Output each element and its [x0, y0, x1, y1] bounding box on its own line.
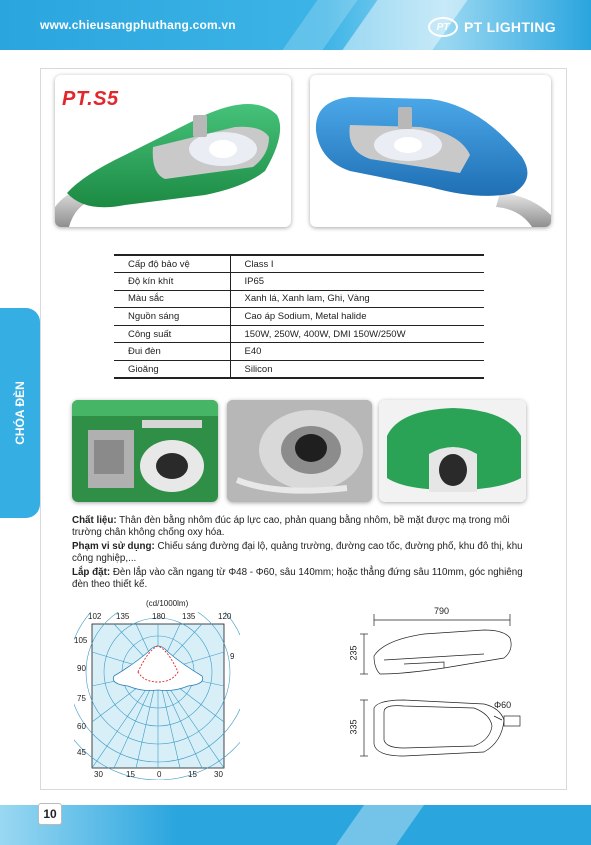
spec-label: Cấp độ bảo vệ	[114, 255, 230, 273]
table-row	[114, 343, 484, 361]
dim-length-label: 790	[434, 606, 450, 616]
polar-tick-top: 180	[152, 612, 166, 621]
website-url[interactable]: www.chieusangphuthang.com.vn	[40, 18, 236, 32]
polar-tick-top: 120	[218, 612, 232, 621]
spec-label: Đui đèn	[114, 343, 230, 361]
spec-value: Silicon	[230, 361, 484, 379]
spec-value: Cao áp Sodium, Metal halide	[230, 308, 484, 326]
spec-label: Gioăng	[114, 361, 230, 379]
install-label: Lắp đặt:	[72, 567, 111, 578]
polar-tick-top: 135	[116, 612, 130, 621]
spec-value: 150W, 250W, 400W, DMI 150W/250W	[230, 325, 484, 343]
scope-text: Chiếu sáng đường đại lộ, quảng trường, đường cao tốc, đường phố, khu đô thị, khu công nghiệp,...	[72, 541, 523, 565]
table-row	[114, 308, 484, 326]
spec-table	[114, 254, 484, 379]
dimension-drawing	[344, 604, 524, 780]
spec-value: IP65	[230, 273, 484, 291]
polar-grid-diagram	[74, 612, 240, 780]
polar-tick-left: 90	[77, 664, 86, 673]
polar-tick-bottom: 30	[214, 770, 223, 779]
polar-tick-left: 45	[77, 748, 86, 757]
polar-tick-right: 9	[230, 652, 235, 661]
scope-description	[72, 541, 534, 566]
page-header	[0, 0, 591, 50]
dimension-diagram	[344, 604, 524, 780]
polar-tick-bottom: 15	[126, 770, 135, 779]
polar-tick-top: 102	[88, 612, 102, 621]
product-photo-blue	[310, 75, 551, 227]
material-text: Thân đèn bằng nhôm đúc áp lực cao, phản quang bằng nhôm, bề mặt được mạ trong môi trường chân không chống oxy hóa.	[72, 515, 510, 539]
install-text: Đèn lắp vào cần ngang từ Φ48 - Φ60, sâu 140mm; hoặc thẳng đứng sâu 110mm, góc nghiêng đèn theo thiết kế.	[72, 567, 523, 591]
table-row	[114, 255, 484, 273]
page-footer	[0, 805, 591, 845]
table-row	[114, 361, 484, 379]
dim-width-label: 335	[348, 719, 359, 735]
spec-label: Nguồn sáng	[114, 308, 230, 326]
section-side-tab	[0, 308, 40, 518]
brand-logo	[428, 17, 556, 37]
polar-light-chart	[74, 612, 240, 780]
spec-label: Công suất	[114, 325, 230, 343]
polar-tick-left: 75	[77, 694, 86, 703]
polar-tick-bottom: 0	[157, 770, 162, 779]
polar-unit-label: (cd/1000lm)	[146, 599, 189, 608]
polar-tick-bottom: 15	[188, 770, 197, 779]
section-title: CHÓA ĐÈN	[13, 381, 27, 445]
material-label: Chất liệu:	[72, 515, 117, 526]
logo-text: PT LIGHTING	[464, 19, 556, 35]
table-row	[114, 290, 484, 308]
spec-value: E40	[230, 343, 484, 361]
logo-mark: PT	[428, 17, 458, 37]
polar-tick-bottom: 30	[94, 770, 103, 779]
polar-tick-left: 60	[77, 722, 86, 731]
table-row	[114, 325, 484, 343]
lamp-front-image	[379, 400, 526, 502]
detail-photo-internal	[72, 400, 218, 502]
spec-value: Class I	[230, 255, 484, 273]
material-description	[72, 515, 534, 540]
scope-label: Phạm vi sử dụng:	[72, 541, 155, 552]
polar-tick-left: 105	[74, 636, 88, 645]
spec-label: Độ kín khít	[114, 273, 230, 291]
detail-photo-front	[379, 400, 526, 502]
dim-pipe-label: Φ60	[494, 700, 512, 710]
spec-value: Xanh lá, Xanh lam, Ghi, Vàng	[230, 290, 484, 308]
footer-band	[0, 805, 591, 845]
table-row	[114, 273, 484, 291]
reflector-image	[227, 400, 372, 502]
install-description	[72, 567, 534, 592]
polar-tick-top: 135	[182, 612, 196, 621]
detail-photo-reflector	[227, 400, 372, 502]
spec-label: Màu sắc	[114, 290, 230, 308]
lamp-internal-image	[72, 400, 218, 502]
dim-height-label: 235	[348, 645, 359, 661]
lamp-blue-image	[310, 75, 551, 227]
page-number: 10	[38, 803, 62, 825]
product-model: PT.S5	[62, 88, 119, 110]
